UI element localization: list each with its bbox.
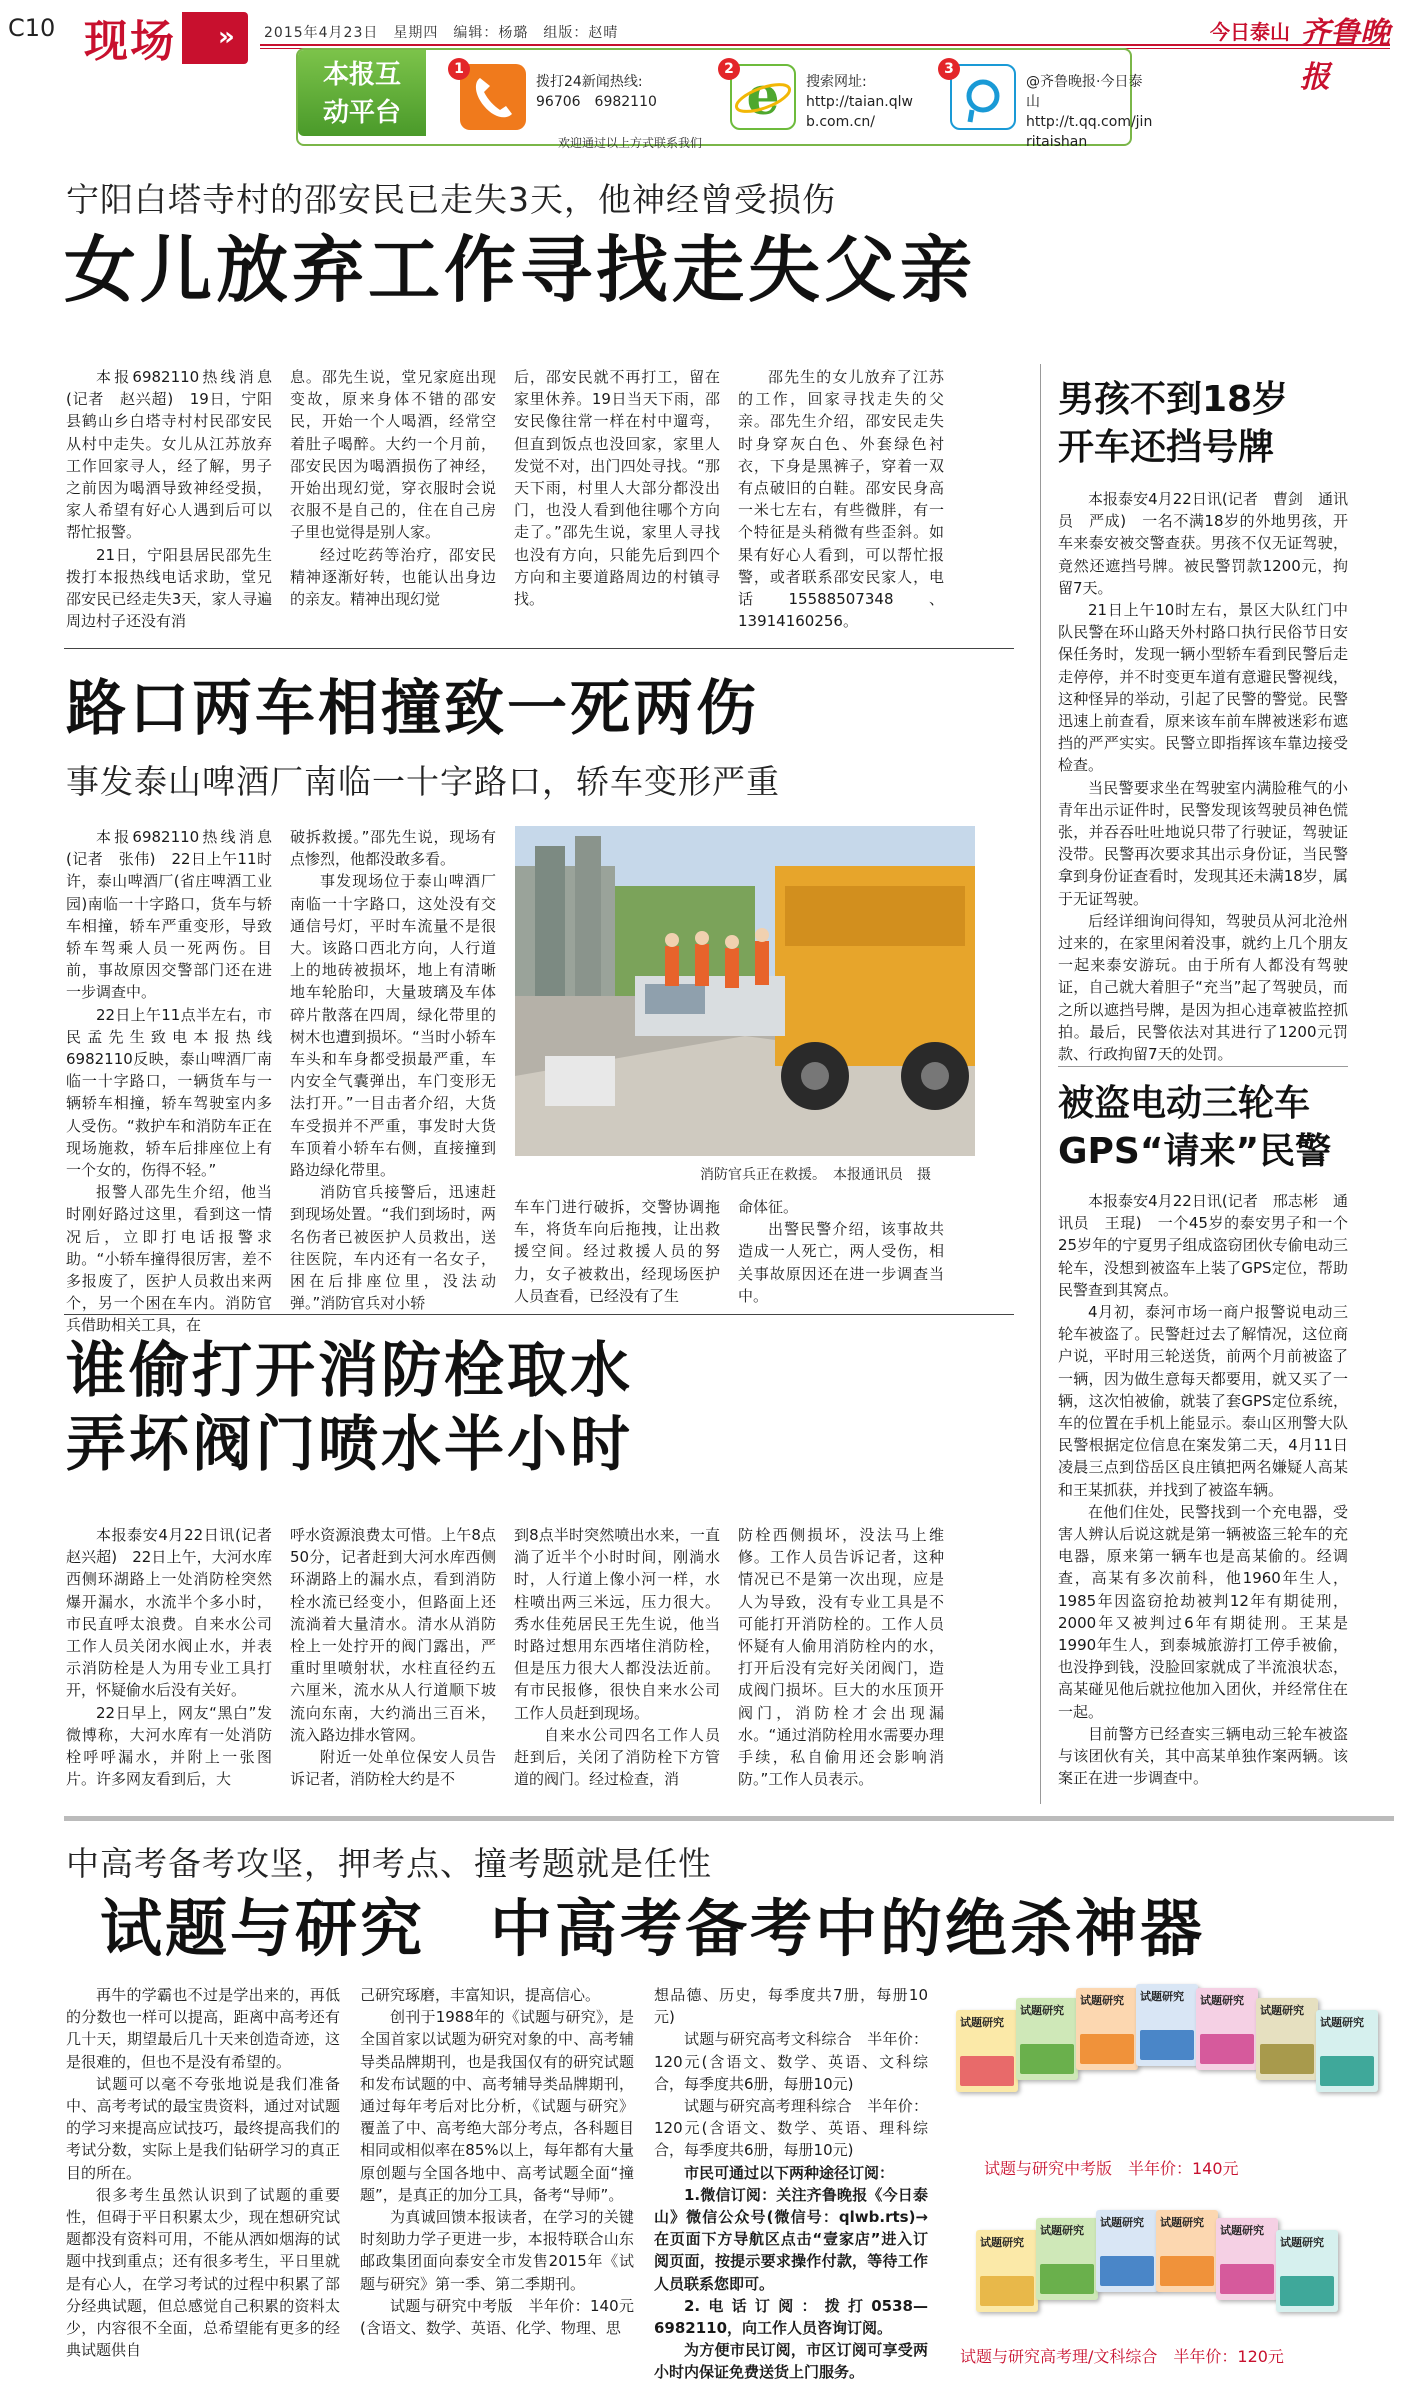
story2-col4: 命体征。 出警民警介绍，该事故共造成一人死亡，两人受伤，相关事故原因还在进一步调查当中。 bbox=[738, 1198, 944, 1305]
story1-col4: 邵先生的女儿放弃了江苏的工作，回家寻找走失的父亲。邵先生介绍，邵安民走失时身穿灰白色、外套绿色衬衣，下身是黑裤子，穿着一双有点破旧的白鞋。邵安民身高一米七左右，有些微胖，有一个特征是头稍微有些歪斜。如果有好心人看到，可以帮忙报警，或者联系邵安民家人，电话15588507348、13914160256。 bbox=[738, 368, 944, 631]
story2-col2: 破拆救援。”邵先生说，现场有点惨烈，他都没敢多看。 事发现场位于泰山啤酒厂南临一十字路口，这处没有交通信号灯，平时车流量不是很大。该路口西北方向，人行道上的地砖被损坏，地上有清晰地车轮胎印，大量玻璃及车体碎片散落在四周，绿化带里的树木也遭到损坏。“当时小轿车车头和车身都受损最严重，车内安全气囊弹出，车门变形无法打开。”一目击者介绍，大货车受损并不严重，事发时大货车顶着小轿车右侧，直接撞到路边绿化带里。 消防官兵接警后，迅速赶到现场处置。“我们到场时，两名伤者已被医护人员救出，送往医院，车内还有一名女子，困在后排座位里，没法动弹。”消防官兵对小轿 bbox=[290, 828, 496, 1313]
side1-title: 男孩不到18岁 开车还挡号牌 bbox=[1058, 379, 1289, 468]
photo-caption: 消防官兵正在救援。 本报通讯员 摄 bbox=[700, 1167, 931, 1183]
phone-icon bbox=[460, 64, 526, 130]
book-cover: 试题研究 bbox=[1096, 2210, 1158, 2292]
high-school-books bbox=[946, 2196, 1396, 2336]
story2-col3: 车车门进行破拆，交警协调拖车，将货车向后拖拽，让出救援空间。经过救援人员的努力，女子被救出，经现场医护人员查看，已经没有了生 bbox=[514, 1198, 720, 1305]
ie-browser-icon bbox=[730, 64, 796, 130]
book-cover: 试题研究 bbox=[1316, 2010, 1378, 2092]
newspaper-logo: 齐鲁晚报 bbox=[1300, 16, 1390, 95]
banner-item-weibo: 3 @齐鲁晚报·今日泰山 http://t.qq.com/jin ritaishan bbox=[938, 58, 1128, 134]
book-cover: 试题研究 bbox=[1136, 1984, 1198, 2066]
banner-item-hotline: 1 拨打24新闻热线: 96706 6982110 bbox=[448, 58, 678, 134]
story1-col3: 后，邵安民就不再打工，留在家里休养。19日当天下雨，邵安民像往常一样在村中遛弯，但直到饭点也没回家，家里人发觉不对，出门四处寻找。“那天下雨，村里人大部分都没出门，也没人看到他往哪个方向走了。”邵先生说，家里人寻找也没有方向，只能先后到四个方向和主要道路周边的村镇寻找。 bbox=[514, 368, 720, 609]
banner-title: 本报互 动平台 bbox=[298, 50, 426, 136]
story1-title: 女儿放弃工作寻找走失父亲 bbox=[64, 228, 977, 312]
svg-text:e: e bbox=[746, 66, 780, 127]
ad-top-rule bbox=[64, 1816, 1394, 1821]
issue-date-editors: 2015年4月23日 星期四 编辑：杨璐 组版：赵晴 bbox=[264, 25, 619, 41]
story1-subtitle: 宁阳白塔寺村的邵安民已走失3天，他神经曾受损伤 bbox=[66, 180, 836, 219]
book-cover: 试题研究 bbox=[1076, 1988, 1138, 2070]
story3-col4: 防栓西侧损坏，没法马上维修。工作人员告诉记者，这种情况已不是第一次出现，应是人为导致，没有专业工具是不可能打开消防栓的。工作人员怀疑有人偷用消防栓内的水，打开后没有完好关闭阀门，造成阀门损坏。巨大的水压顶开阀门，消防栓才会出现漏水。“通过消防栓用水需要办理手续，私自偷用还会影响消防。”工作人员表示。 bbox=[738, 1526, 944, 1789]
ad-col3: 想品德、历史，每季度共7册，每册10元) 试题与研究高考文科综合 半年价：120元(含语文、数学、英语、文科综合，每季度共6册，每册10元) 试题与研究高考理科综合 半年价：120元(含语文、数学、英语、理科综合，每季度共6册，每册10元) 市民可通过以下两种途径订阅： 1.微信订阅：关注齐鲁晚报《今日泰山》微信公众号(微信号：qlwb.rts)→在页面下方导航区点击“壹家店”进入订阅页面，按提示要求操作付款，等待工作人员联系您即可。 2.电话订阅：拨打0538—6982110，向工作人员咨询订阅。 为方便市民订阅，市区订阅可享受两小时内保证免费送货上门服务。 bbox=[654, 1986, 928, 2382]
interaction-banner bbox=[296, 48, 1153, 150]
high-school-price: 试题与研究高考理/文科综合 半年价：120元 bbox=[960, 2347, 1284, 2366]
ad-subtitle: 中高考备考攻坚，押考点、撞考题就是任性 bbox=[66, 1844, 712, 1883]
side1-body: 本报泰安4月22日讯(记者 曹剑 通讯员 严成) 一名不满18岁的外地男孩，开车来泰安被交警查获。男孩不仅无证驾驶，竟然还遮挡号牌。被民警罚款1200元，拘留7天。 21日上午10时左右，景区大队红门中队民警在环山路天外村路口执行民俗节日安保任务时，发现一辆小型轿车看到民警后走走停停，并不时变更车道有意避民警视线，这种怪异的举动，引起了民警的警觉。民警迅速上前查看，原来该车前车牌被迷彩布遮挡的严严实实。民警立即指挥该车靠边接受检查。 当民警要求坐在驾驶室内满脸稚气的小青年出示证件时，民警发现该驾驶员神色慌张，并吞吞吐吐地说只带了行驶证，驾驶证没带。民警再次要求其出示身份证，当民警拿到身份证查看时，发现其还未满18岁，属于无证驾驶。 后经详细询问得知，驾驶员从河北沧州过来的，在家里闲着没事，就约上几个朋友一起来泰安游玩。由于所有人都没有驾驶证，自己就大着胆子“充当”起了驾驶员，而之所以遮挡号牌，是因为担心违章被监控抓拍。最后，民警依法对其进行了1200元罚款、行政拘留7天的处罚。 bbox=[1058, 490, 1348, 1064]
chevron-right-icon: » bbox=[218, 22, 235, 52]
story2-bottom-rule bbox=[64, 1314, 1014, 1315]
ad-col1: 再牛的学霸也不过是学出来的，再低的分数也一样可以提高，距离中高考还有几十天，期望最后几十天来创造奇迹，这是很难的，但也不是没有希望的。 试题可以毫不夸张地说是我们准备中、高考考试的最宝贵资料，通过对试题的学习来提高应试技巧，最终提高我们的考试分数，实际上是我们钻研学习的真正目的所在。 很多考生虽然认识到了试题的重要性，但碍于平日积累太少，现在想研究试题都没有资料可用，不能从洒如烟海的试题中找到重点；还有很多考生，平日里就是有心人，在学习考试的过程中积累了部分经典试题，但总感觉自己积累的资料太少，内容很不全面，总希望能有更多的经典试题供自 bbox=[66, 1986, 340, 2360]
story2-subtitle: 事发泰山啤酒厂南临一十字路口，轿车变形严重 bbox=[66, 762, 780, 801]
story3-col2: 呼水资源浪费太可惜。上午8点50分，记者赶到大河水库西侧环湖路上的漏水点，看到消防栓水流已经变小，但路面上还流淌着大量清水。清水从消防栓上一处拧开的阀门露出，严重时里喷射状，水柱直径约五六厘米，流水从人行道顺下坡流向东南，大约淌出三百米，流入路边排水管网。 附近一处单位保安人员告诉记者，消防栓大约是不 bbox=[290, 1526, 496, 1789]
book-cover: 试题研究 bbox=[1276, 2230, 1338, 2312]
book-cover: 试题研究 bbox=[976, 2230, 1038, 2312]
ad-title: 试题与研究 中高考备考中的绝杀神器 bbox=[100, 1892, 1206, 1965]
story3-col1: 本报泰安4月22日讯(记者 赵兴超) 22日上午，大河水库西侧环湖路上一处消防栓突然爆开漏水，水流半个多小时，市民直呼太浪费。自来水公司工作人员关闭水阀止水，并表示消防栓是人为用专业工具打开，怀疑偷水后没有关好。 22日早上，网友“黑白”发微博称，大河水库有一处消防栓呼呼漏水，并附上一张图片。许多网友看到后，大 bbox=[66, 1526, 288, 1789]
book-cover: 试题研究 bbox=[1036, 2218, 1098, 2300]
section-label: 现场 bbox=[84, 12, 182, 72]
middle-school-price: 试题与研究中考版 半年价：140元 bbox=[984, 2159, 1239, 2178]
story3-col3: 到8点半时突然喷出水来，一直淌了近半个小时时间，刚淌水时，人行道上像小河一样，水柱喷出两三米远，压力很大。秀水佳苑居民王先生说，他当时路过想用东西堵住消防栓，但是压力很大人都没法近前。有市民报修，很快自来水公司工作人员赶到现场。 自来水公司四名工作人员赶到后，关闭了消防栓下方管道的阀门。经过检查，消 bbox=[514, 1526, 720, 1789]
brand-local-edition: 今日泰山 bbox=[1210, 20, 1290, 44]
book-cover: 试题研究 bbox=[956, 2010, 1018, 2092]
story2-title: 路口两车相撞致一死两伤 bbox=[66, 674, 759, 744]
book-cover: 试题研究 bbox=[1216, 2218, 1278, 2300]
accident-photo bbox=[515, 826, 975, 1156]
story3-title: 谁偷打开消防栓取水 弄坏阀门喷水半小时 bbox=[66, 1336, 633, 1480]
banner-item-website: e 2 搜索网址: http://taian.qlw b.com.cn/ bbox=[718, 58, 928, 134]
story1-col1: 本报6982110热线消息(记者 赵兴超) 19日，宁阳县鹤山乡白塔寺村村民邵安民从村中走失。女儿从江苏放弃工作回家寻人，经了解，男子之前因为喝酒导致神经受损，家人希望有好心人遇到后可以帮忙报警。 21日，宁阳县居民邵先生拨打本报热线电话求助，堂兄邵安民已经走失3天，家人寻遍周边村子还没有消 bbox=[66, 368, 272, 631]
book-cover: 试题研究 bbox=[1256, 1998, 1318, 2080]
story1-bottom-rule bbox=[64, 648, 1014, 649]
weibo-icon bbox=[950, 64, 1016, 130]
story2-col1: 本报6982110热线消息(记者 张伟) 22日上午11时许，泰山啤酒厂(省庄啤酒工业园)南临一十字路口，货车与轿车相撞，轿车严重变形，导致轿车驾乘人员一死两伤。目前，事故原因交警部门还在进一步调查中。 22日上午11点半左右，市民孟先生致电本报热线6982110反映，泰山啤酒厂南临一十字路口，一辆货车与一辆轿车相撞，轿车驾驶室内多人受伤。“救护车和消防车正在现场施救，轿车后排座位上有一个女的，伤得不轻。” 报警人邵先生介绍，他当时刚好路过这里，看到这一情况后，立即打电话报警求助。“小轿车撞得很厉害，差不多报废了，医护人员救出来两个，另一个困在车内。消防官兵借助相关工具，在 bbox=[66, 828, 272, 1335]
book-cover: 试题研究 bbox=[1016, 1998, 1078, 2080]
section-tab bbox=[68, 4, 248, 70]
page-number: C10 bbox=[8, 14, 56, 42]
side-separator bbox=[1058, 1066, 1348, 1067]
book-cover: 试题研究 bbox=[1196, 1988, 1258, 2070]
banner-footer: 欢迎通过以上方式联系我们 bbox=[558, 136, 703, 150]
ad-col2: 己研究琢磨，丰富知识，提高信心。 创刊于1988年的《试题与研究》，是全国首家以试题为研究对象的中、高考辅导类品牌期刊，也是我国仅有的研究试题和发布试题的中、高考辅导类品牌期刊，通过每年考后对比分析，《试题与研究》覆盖了中、高考绝大部分考点，各科题目相同或相似率在85%以上，每年都有大量原创题与全国各地中、高考试题全面“撞题”，是真正的加分工具，备考“导师”。 为真诚回馈本报读者，在学习的关键时刻助力学子更进一步，本报特联合山东邮政集团面向泰安全市发售2015年《试题与研究》第一季、第二季期刊。 试题与研究中考版 半年价：140元(含语文、数学、英语、化学、物理、思 bbox=[360, 1986, 634, 2338]
story1-col2: 息。邵先生说，堂兄家庭出现变故，原来身体不错的邵安民，开始一个人喝酒，经常空着肚子喝醉。大约一个月前，邵安民因为喝酒损伤了神经，开始出现幻觉，穿衣服时会说衣服不是自己的，住在自己房子里也觉得是别人家。 经过吃药等治疗，邵安民精神逐渐好转，也能认出身边的亲友。精神出现幻觉 bbox=[290, 368, 496, 609]
side2-body: 本报泰安4月22日讯(记者 邢志彬 通讯员 王琨) 一个45岁的泰安男子和一个25岁年的宁夏男子组成盗窃团伙专偷电动三轮车，没想到被盗车上装了GPS定位，帮助民警查到其窝点。 4月初，泰河市场一商户报警说电动三轮车被盗了。民警赶过去了解情况，这位商户说，平时用三轮送货，前两个月前被盗了一辆，因为做生意每天都要用，就又买了一辆，这次怕被偷，就装了套GPS定位系统，车的位置在手机上能显示。泰山区刑警大队民警根据定位信息在案发第二天，4月11日凌晨三点到岱岳区良庄镇把两名嫌疑人高某和王某抓获，并找到了被盗车辆。 在他们住处，民警找到一个充电器，受害人辨认后说这就是第一辆被盗三轮车的充电器，原来第一辆车也是高某偷的。经调查，高某有多次前科，他1960年生人，1985年因盗窃抢劫被判12年有期徒刑，2000年又被判过6年有期徒刑。王某是1990年生人，到泰城旅游打工停手被偷，也没挣到钱，没脸回家就成了半流浪状态，高某碰见他后就拉他加入团伙，并经常住在一起。 目前警方已经查实三辆电动三轮车被盗与该团伙有关，其中高某单独作案两辆。该案正在进一步调查中。 bbox=[1058, 1192, 1348, 1788]
middle-school-books bbox=[946, 1980, 1396, 2160]
sidebar-divider bbox=[1040, 364, 1041, 1804]
book-cover: 试题研究 bbox=[1156, 2210, 1218, 2292]
side2-title: 被盗电动三轮车 GPS“请来”民警 bbox=[1058, 1083, 1332, 1172]
